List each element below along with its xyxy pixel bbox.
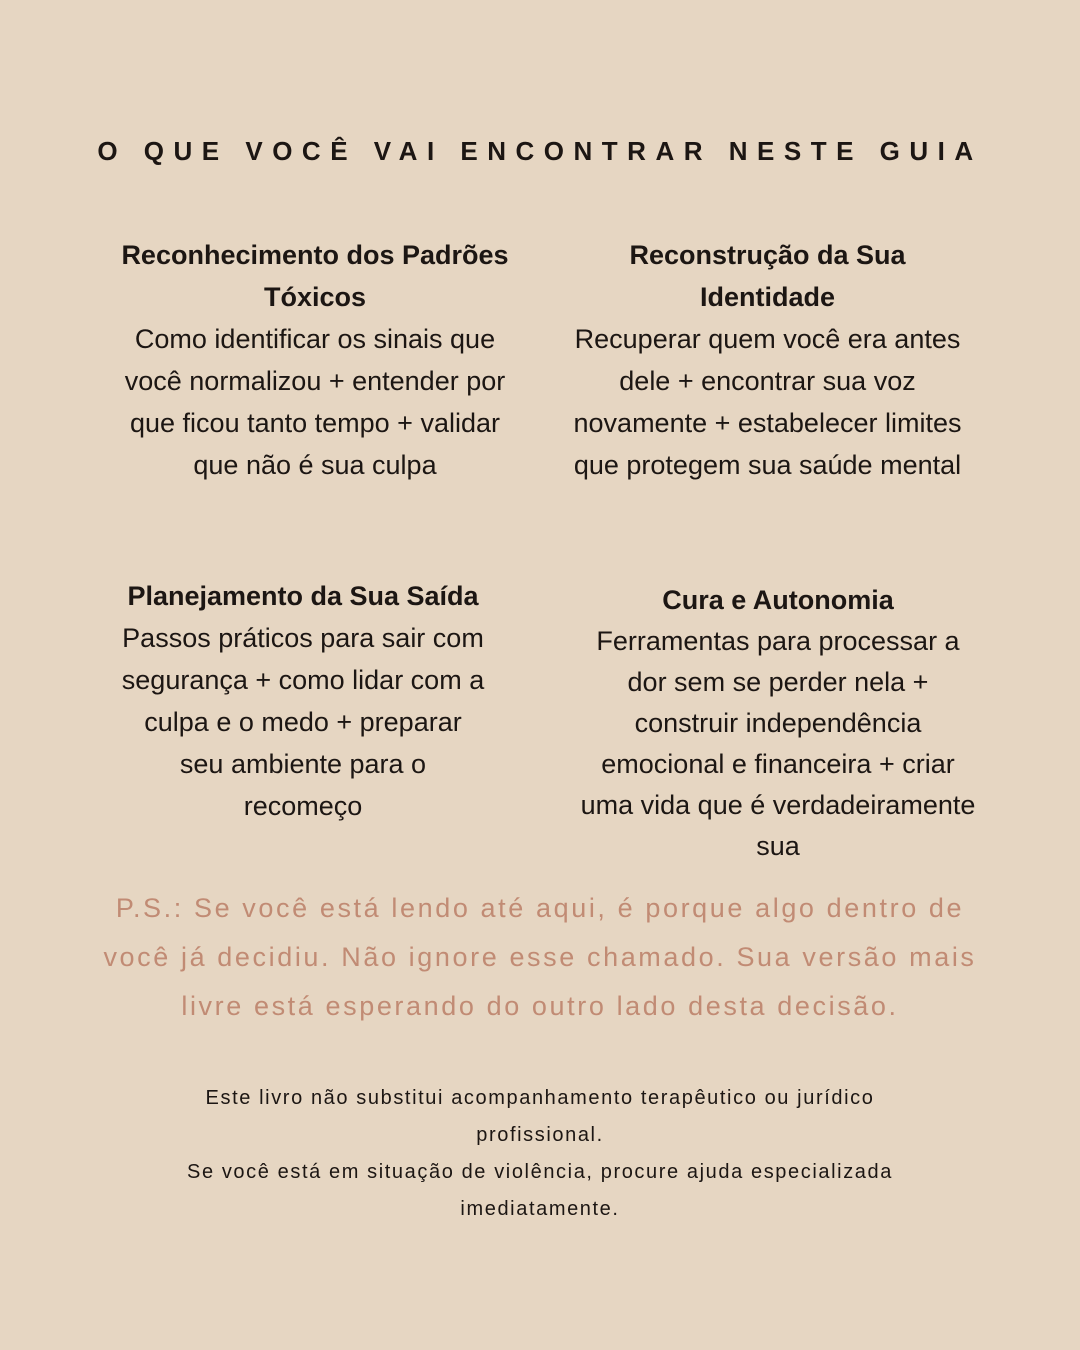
section-title: Reconhecimento dos Padrões Tóxicos [121, 240, 509, 312]
section-description: Como identificar os sinais que você normalizou + entender por que ficou tanto tempo + validar que não é sua culpa [124, 324, 506, 480]
ps-note: P.S.: Se você está lendo até aqui, é porque algo dentro de você já decidiu. Não ignore esse chamado. Sua versão mais livre está esperando do outro lado desta decisão. [103, 893, 977, 1021]
disclaimer-line: Este livro não substitui acompanhamento terapêutico ou jurídico profissional. [205, 1087, 875, 1146]
section-title: Reconstrução da Sua Identidade [629, 240, 906, 312]
section-title: Cura e Autonomia [662, 585, 894, 615]
section-description: Recuperar quem você era antes dele + encontrar sua voz novamente + estabelecer limites que protegem sua saúde mental [573, 324, 962, 480]
section-description: Ferramentas para processar a dor sem se perder nela + construir independência emocional e financeira + criar uma vida que é verdadeiramente sua [580, 626, 976, 861]
disclaimer-line: Se você está em situação de violência, procure ajuda especializada imediatamente. [187, 1161, 893, 1220]
section-description: Passos práticos para sair com segurança + como lidar com a culpa e o medo + preparar seu ambiente para o recomeço [121, 623, 485, 821]
section-exit-planning [120, 575, 486, 827]
disclaimer [140, 1080, 940, 1228]
section-identity [565, 234, 970, 486]
section-toxic-patterns [120, 234, 510, 486]
section-healing-autonomy [578, 580, 978, 867]
section-title: Planejamento da Sua Saída [127, 581, 479, 611]
page-title: O QUE VOCÊ VAI ENCONTRAR NESTE GUIA [97, 136, 983, 166]
